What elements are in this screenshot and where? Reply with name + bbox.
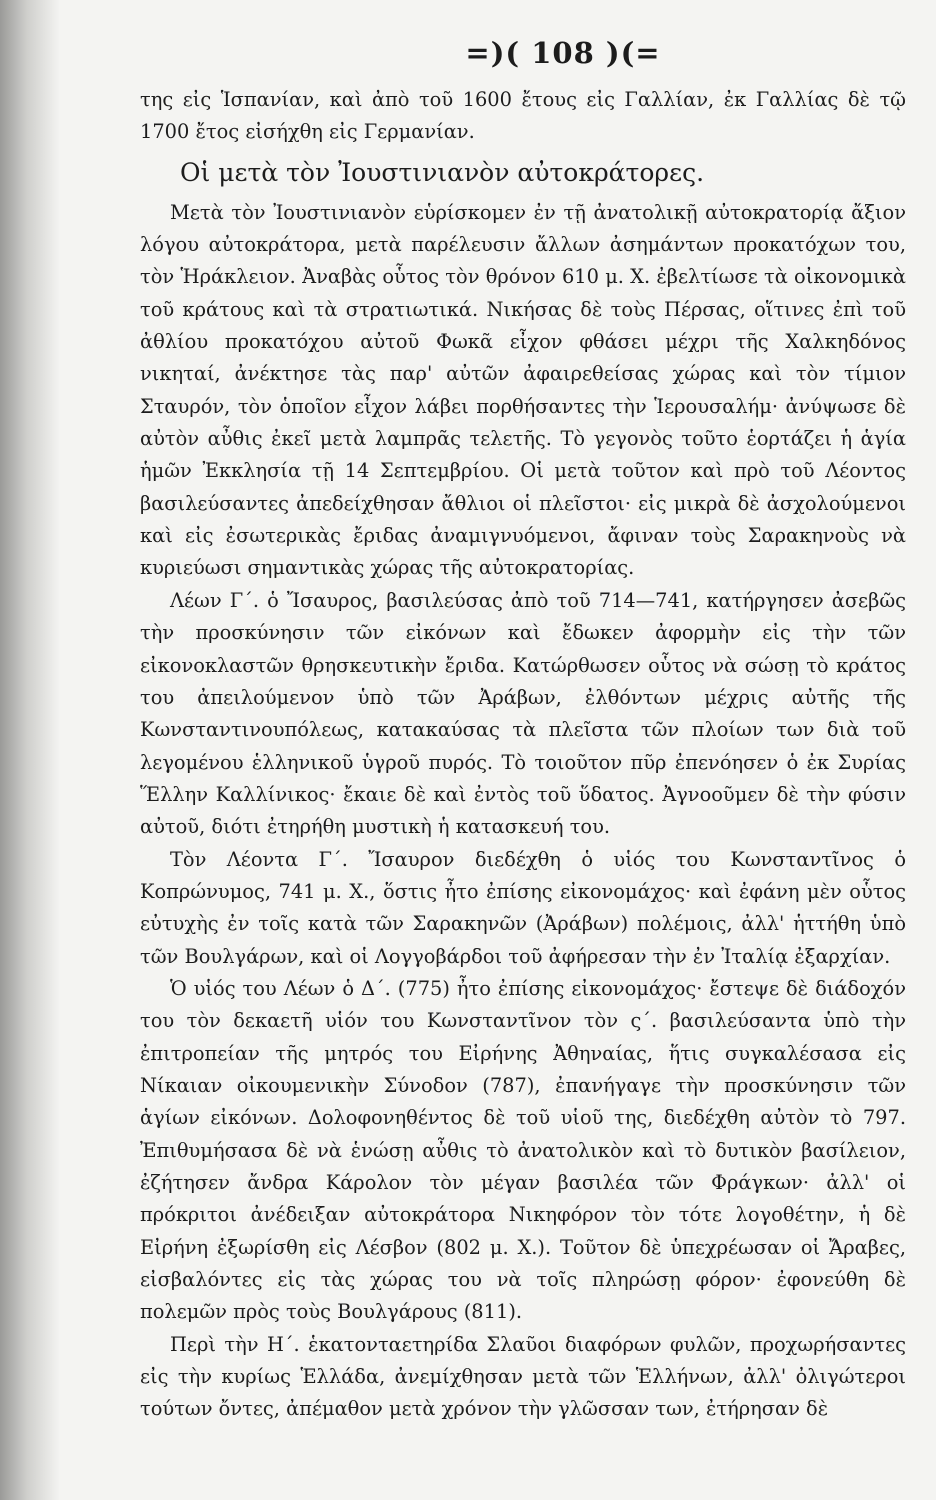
paragraph-slavs: Περὶ τὴν Η΄. ἑκατονταετηρίδα Σλαῦοι διαφόρων φυλῶν, προχωρήσαντες εἰς τὴν κυρίως Ἑλλάδα, ἀνεμίχθησαν μετὰ τῶν Ἑλλήνων, ἀλλ' ὀλιγώτεροι τούτων ὄντες, ἀπέμαθον μετὰ χρόνον τὴν γλῶσσαν των, ἐτήρησαν δὲ (140, 1332, 906, 1421)
page-number-header: =)( 108 )(= (465, 36, 661, 70)
page-body (140, 84, 906, 1426)
paragraph-constantine-v: Τὸν Λέοντα Γ΄. Ἴσαυρον διεδέχθη ὁ υἱός του Κωνσταντῖνος ὁ Κοπρώνυμος, 741 μ. Χ., ὅστις ἦτο ἐπίσης εἰκονομάχος· καὶ ἐφάνη μὲν οὗτος εὐτυχὴς ἐν τοῖς κατὰ τῶν Σαρακηνῶν (Ἀράβων) πολέμοις, ἀλλ' ἡττήθη ὑπὸ τῶν Βουλγάρων, καὶ οἱ Λογγοβάρδοι τοῦ ἀφήρεσαν τὴν ἐν Ἰταλίᾳ ἐξαρχίαν. (140, 847, 906, 968)
paragraph-leo-iii: Λέων Γ΄. ὁ Ἴσαυρος, βασιλεύσας ἀπὸ τοῦ 714—741, κατήργησεν ἀσεβῶς τὴν προσκύνησιν τῶν εἰκόνων καὶ ἔδωκεν ἀφορμὴν εἰς τὴν τῶν εἰκονοκλαστῶν θρησκευτικὴν ἔριδα. Κατώρθωσεν οὗτος νὰ σώσῃ τὸ κράτος του ἀπειλούμενον ὑπὸ τῶν Ἀράβων, ἐλθόντων μέχρις αὐτῆς τῆς Κωνσταντινουπόλεως, κατακαύσας τὰ πλεῖστα τῶν πλοίων των διὰ τοῦ λεγομένου ἑλληνικοῦ ὑγροῦ πυρός. Τὸ τοιοῦτον πῦρ ἐπενόησεν ὁ ἐκ Συρίας Ἕλλην Καλλίνικος· ἔκαιε δὲ καὶ ἐντὸς τοῦ ὕδατος. Ἀγνοοῦμεν δὲ τὴν φύσιν αὐτοῦ, διότι ἐτηρήθη μυστικὴ ἡ κατασκευή του. (140, 588, 906, 839)
section-heading: Οἱ μετὰ τὸν Ἰουστινιανὸν αὐτοκράτορες. (180, 157, 705, 187)
paragraph-leo-iv: Ὁ υἱός του Λέων ὁ Δ΄. (775) ἦτο ἐπίσης εἰκονομάχος· ἔστεψε δὲ διάδοχόν του τὸν δεκαετῆ υἱόν του Κωνσταντῖνον τὸν ς΄. βασιλεύσαντα ὑπὸ τὴν ἐπιτροπείαν τῆς μητρός του Εἰρήνης Ἀθηναίας, ἥτις συγκαλέσασα εἰς Νίκαιαν οἰκουμενικὴν Σύνοδον (787), ἐπανήγαγε τὴν προσκύνησιν τῶν ἁγίων εἰκόνων. Δολοφονηθέντος δὲ τοῦ υἱοῦ της, διεδέχθη αὐτὸν τὸ 797. Ἐπιθυμήσασα δὲ νὰ ἑνώσῃ αὖθις τὸ ἀνατολικὸν καὶ τὸ δυτικὸν βασίλειον, ἐζήτησεν ἄνδρα Κάρολον τὸν μέγαν βασιλέα τῶν Φράγκων· ἀλλ' οἱ πρόκριτοι ἀνέδειξαν αὐτοκράτορα Νικηφόρον τὸν τότε λογοθέτην, ἡ δὲ Εἰρήνη ἐξωρίσθη εἰς Λέσβον (802 μ. Χ.). Τοῦτον δὲ ὑπεχρέωσαν οἱ Ἄραβες, εἰσβαλόντες εἰς τὰς χώρας του νὰ τοῖς πληρώσῃ φόρον· ἐφονεύθη δὲ πολεμῶν πρὸς τοὺς Βουλγάρους (811). (140, 976, 906, 1324)
paragraph-continuation: της εἰς Ἱσπανίαν, καὶ ἀπὸ τοῦ 1600 ἔτους εἰς Γαλλίαν, ἐκ Γαλλίας δὲ τῷ 1700 ἔτος εἰσήχθη εἰς Γερμανίαν. (140, 88, 906, 144)
page-gutter-shadow (0, 0, 60, 1500)
paragraph-heraclius: Μετὰ τὸν Ἰουστινιανὸν εὑρίσκομεν ἐν τῇ ἀνατολικῇ αὐτοκρατορίᾳ ἄξιον λόγου αὐτοκράτορα, μετὰ παρέλευσιν ἄλλων ἀσημάντων προκατόχων του, τὸν Ἡράκλειον. Ἀναβὰς οὗτος τὸν θρόνον 610 μ. Χ. ἐβελτίωσε τὰ οἰκονομικὰ τοῦ κράτους καὶ τὰ στρατιωτικά. Νικήσας δὲ τοὺς Πέρσας, οἵτινες ἐπὶ τοῦ ἀθλίου προκατόχου αὐτοῦ Φωκᾶ εἶχον φθάσει μέχρι τῆς Χαλκηδόνος νικηταί, ἀνέκτησε τὰς παρ' αὐτῶν ἀφαιρεθείσας χώρας καὶ τὸν τίμιον Σταυρόν, τὸν ὁποῖον εἶχον λάβει πορθήσαντες τὴν Ἱερουσαλήμ· ἀνύψωσε δὲ αὐτὸν αὖθις ἐκεῖ μετὰ λαμπρᾶς τελετῆς. Τὸ γεγονὸς τοῦτο ἑορτάζει ἡ ἁγία ἡμῶν Ἐκκλησία τῇ 14 Σεπτεμβρίου. Οἱ μετὰ τοῦτον καὶ πρὸ τοῦ Λέοντος βασιλεύσαντες ἀπεδείχθησαν ἄθλιοι οἱ πλεῖστοι· εἰς μικρὰ δὲ ἀσχολούμενοι καὶ εἰς ἐσωτερικὰς ἔριδας ἀναμιγνυόμενοι, ἄφιναν τοὺς Σαρακηνοὺς νὰ κυριεύωσι σημαντικὰς χώρας τῆς αὐτοκρατορίας. (140, 200, 906, 580)
